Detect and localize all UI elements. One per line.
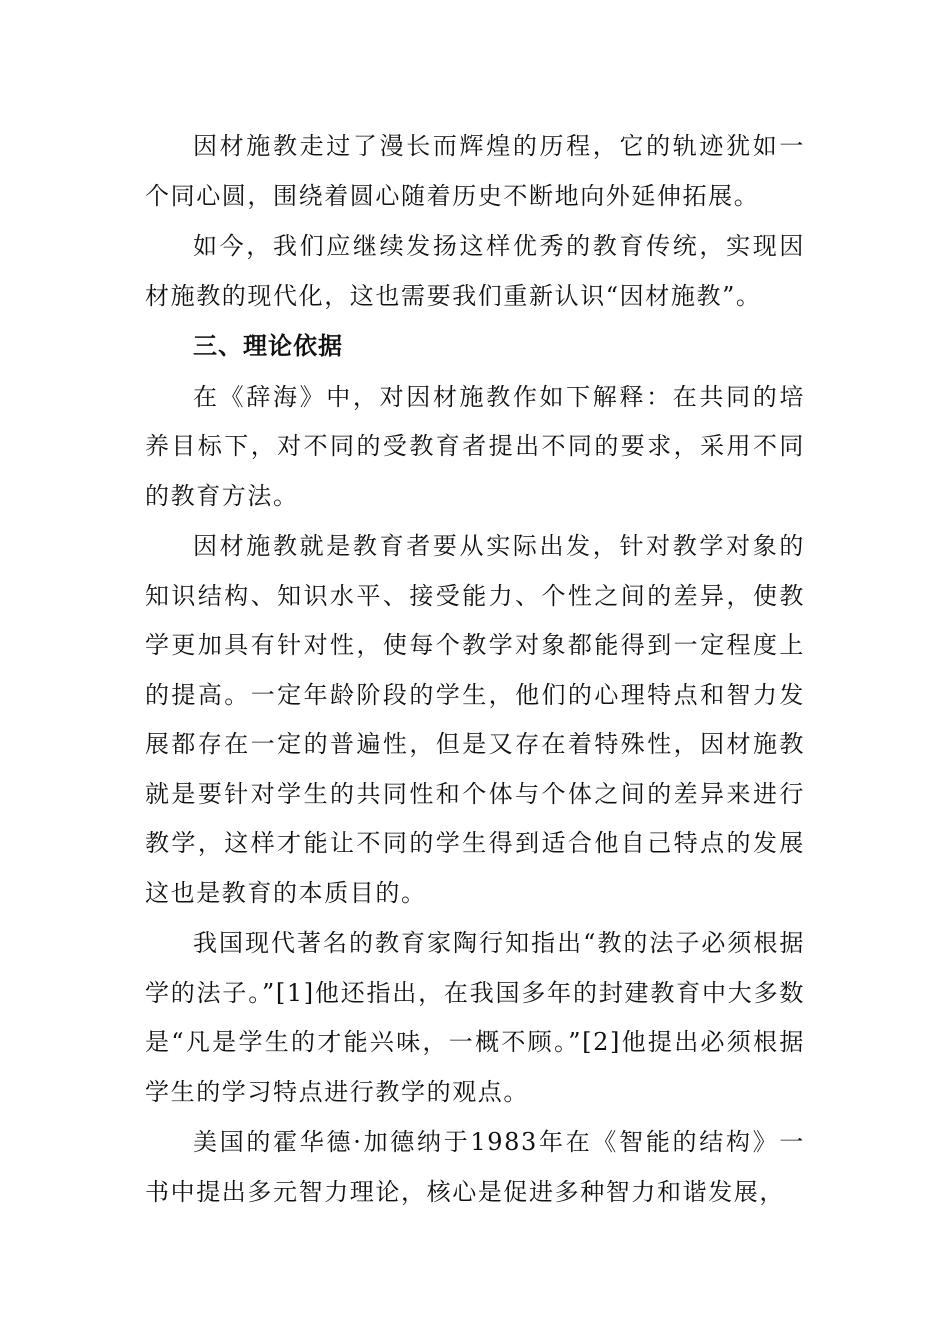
paragraph-gardner: 美国的霍华德·加德纳于1983年在《智能的结构》一书中提出多元智力理论，核心是促进多种智力和谐发展， [145, 1128, 805, 1206]
paragraph-modernization: 如今，我们应继续发扬这样优秀的教育传统，实现因材施教的现代化，这也需要我们重新认识“因材施教”。 [145, 232, 805, 310]
paragraph-teaching-differences: 因材施教就是教育者要从实际出发，针对教学对象的知识结构、知识水平、接受能力、个性之间的差异，使教学更加具有针对性，使每个教学对象都能得到一定程度上的提高。一定年龄阶段的学生，他们的心理特点和智力发展都存在一定的普遍性，但是又存在着特殊性，因材施教就是要针对学生的共同性和个体与个体之间的差异来进行教学，这样才能让不同的学生得到适合他自己特点的发展这也是教育的本质目的。 [145, 532, 805, 907]
section-heading: 三、理论依据 [193, 332, 343, 360]
paragraph-history: 因材施教走过了漫长而辉煌的历程，它的轨迹犹如一个同心圆，围绕着圆心随着历史不断地向外延伸拓展。 [145, 132, 805, 210]
paragraph-cihai-definition: 在《辞海》中，对因材施教作如下解释：在共同的培养目标下，对不同的受教育者提出不同的要求，采用不同的教育方法。 [145, 382, 805, 510]
document-body [145, 122, 805, 1218]
paragraph-tao-xingzhi: 我国现代著名的教育家陶行知指出“教的法子必须根据学的法子。”[1]他还指出，在我国多年的封建教育中大多数是“凡是学生的才能兴味，一概不顾。”[2]他提出必须根据学生的学习特点进行教学的观点。 [145, 929, 805, 1106]
